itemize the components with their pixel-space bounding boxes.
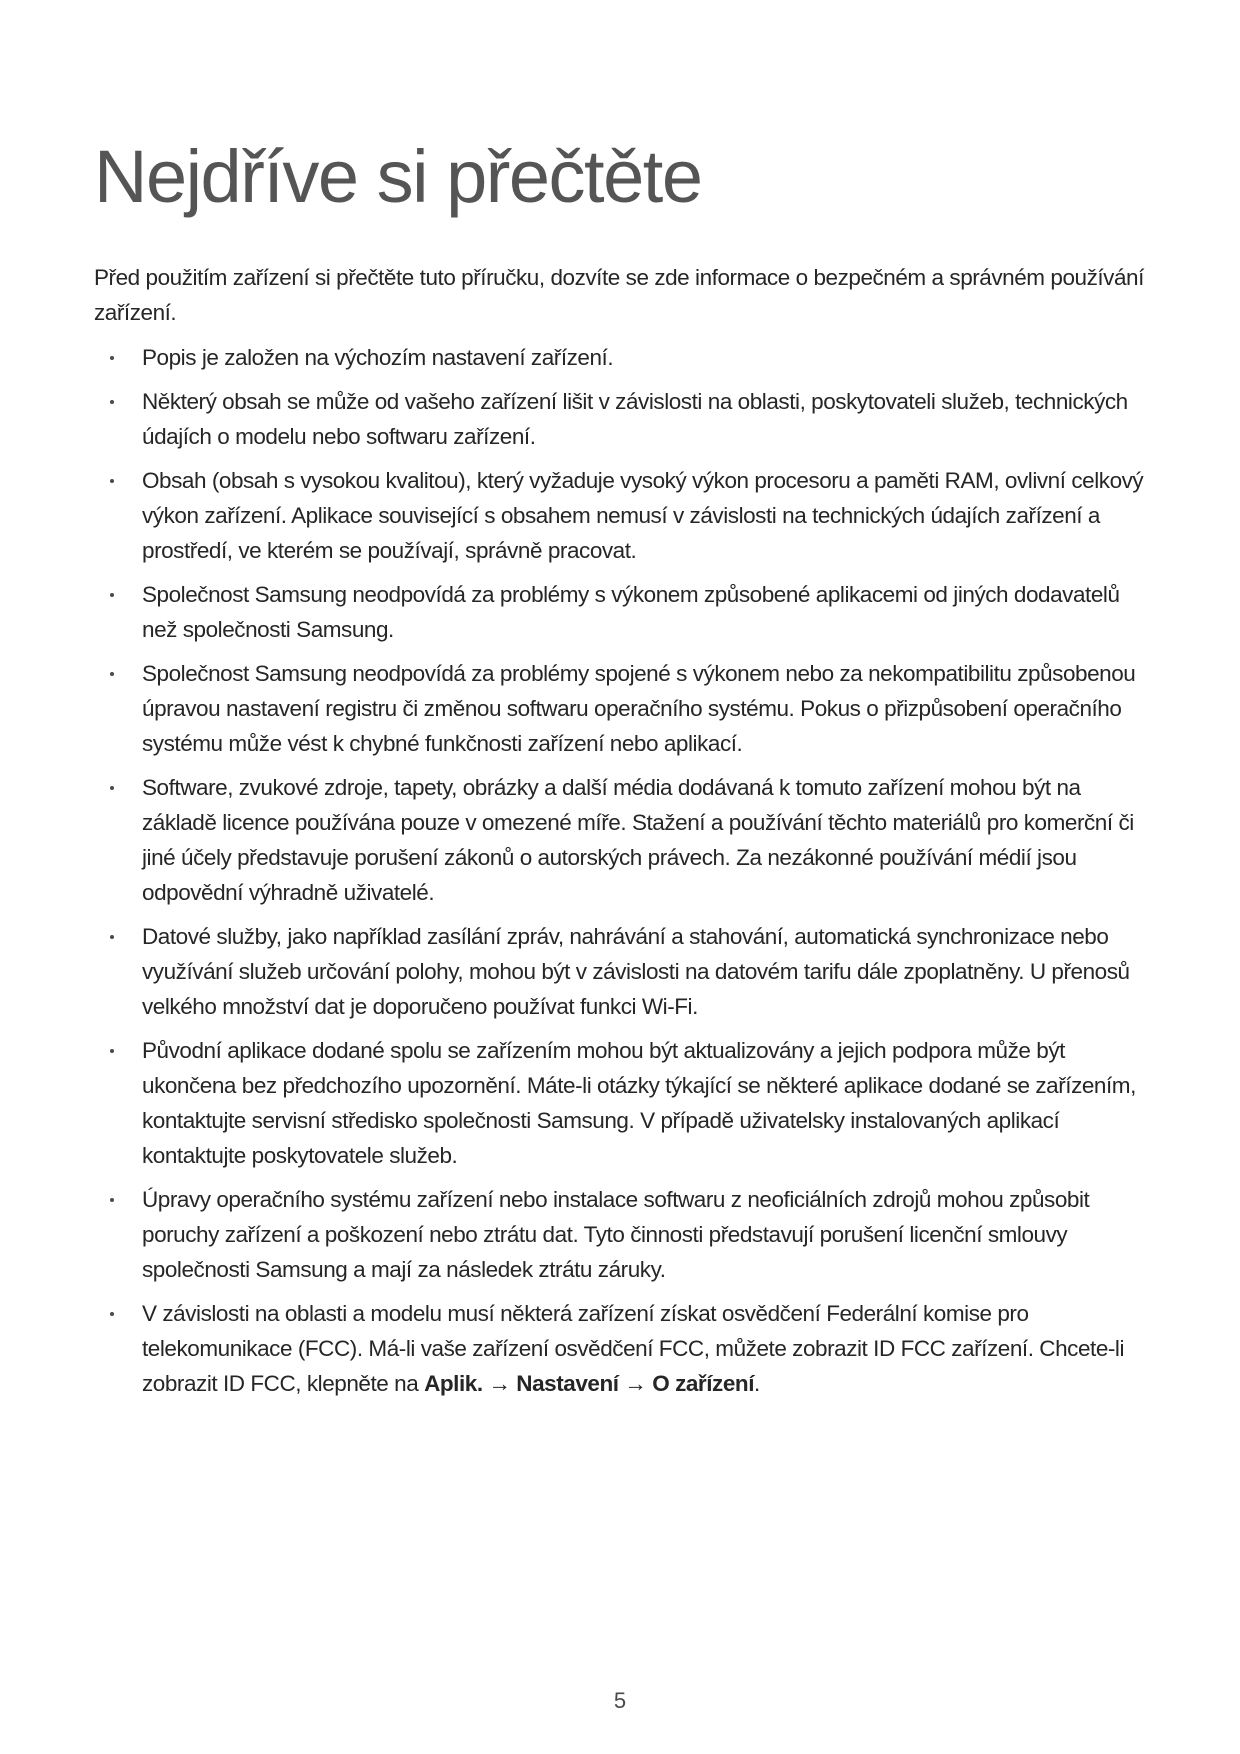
- menu-path-about-device: O zařízení: [652, 1371, 755, 1396]
- bullet-item: [94, 656, 1154, 761]
- bullet-text: Popis je založen na výchozím nastavení zařízení.: [142, 345, 614, 370]
- bullet-item: [94, 1033, 1154, 1173]
- bullet-text: Některý obsah se může od vašeho zařízení lišit v závislosti na oblasti, poskytovateli služeb, technických údajích o modelu nebo softwaru zařízení.: [142, 389, 1128, 449]
- arrow-right-icon: →: [482, 1371, 517, 1396]
- bullet-dot-icon: [110, 400, 114, 404]
- page-title: Nejdříve si přečtěte: [94, 135, 702, 218]
- bullet-item: [94, 577, 1154, 647]
- bullet-dot-icon: [110, 356, 114, 360]
- bullet-item: [94, 1182, 1154, 1287]
- bullet-dot-icon: [110, 1312, 114, 1316]
- bullet-item-fcc: [94, 1296, 1154, 1401]
- bullet-text: [142, 1301, 1124, 1396]
- arrow-right-icon: →: [618, 1371, 653, 1396]
- bullet-text: Společnost Samsung neodpovídá za problémy s výkonem způsobené aplikacemi od jiných dodavatelů než společnosti Samsung.: [142, 582, 1120, 642]
- bullet-item: [94, 384, 1154, 454]
- bullet-text: Obsah (obsah s vysokou kvalitou), který vyžaduje vysoký výkon procesoru a paměti RAM, ovlivní celkový výkon zařízení. Aplikace související s obsahem nemusí v závislosti na technických údajích zařízení a prostředí, ve kterém se používají, správně pracovat.: [142, 468, 1144, 563]
- fcc-text: V závislosti na oblasti a modelu musí některá zařízení získat osvědčení Federální komise pro telekomunikace (FCC). Má-li vaše zařízení osvědčení FCC, můžete zobrazit ID FCC zařízení. Chcete-li zobrazit ID FCC, klepněte na: [142, 1301, 1125, 1396]
- page-number: 5: [613, 1688, 627, 1713]
- bullet-text: Úpravy operačního systému zařízení nebo instalace softwaru z neoficiálních zdrojů mohou způsobit poruchy zařízení a poškození nebo ztrátu dat. Tyto činnosti představují porušení licenční smlouvy společnosti Samsung a mají za následek ztrátu záruky.: [142, 1187, 1090, 1282]
- bullet-dot-icon: [110, 593, 114, 597]
- bullet-item: [94, 463, 1154, 568]
- bullet-text: Společnost Samsung neodpovídá za problémy spojené s výkonem nebo za nekompatibilitu způsobenou úpravou nastavení registru či změnou softwaru operačního systému. Pokus o přizpůsobení operačního systému může vést k chybné funkčnosti zařízení nebo aplikací.: [142, 661, 1136, 756]
- bullet-dot-icon: [110, 786, 114, 790]
- bullet-dot-icon: [110, 935, 114, 939]
- bullet-item: [94, 340, 1154, 375]
- bullet-text: Software, zvukové zdroje, tapety, obrázky a další média dodávaná k tomuto zařízení mohou být na základě licence používána pouze v omezené míře. Stažení a používání těchto materiálů pro komerční či jiné účely představuje porušení zákonů o autorských právech. Za nezákonné používání médií jsou odpovědní výhradně uživatelé.: [142, 775, 1134, 905]
- intro-paragraph: Před použitím zařízení si přečtěte tuto příručku, dozvíte se zde informace o bezpečném a správném používání zařízení.: [94, 265, 1144, 325]
- bullet-text: Datové služby, jako například zasílání zpráv, nahrávání a stahování, automatická synchronizace nebo využívání služeb určování polohy, mohou být v závislosti na datovém tarifu dále zpoplatněny. U přenosů velkého množství dat je doporučeno používat funkci Wi-Fi.: [142, 924, 1130, 1019]
- bullet-dot-icon: [110, 672, 114, 676]
- menu-path-settings: Nastavení: [516, 1371, 619, 1396]
- bullet-text: Původní aplikace dodané spolu se zařízením mohou být aktualizovány a jejich podpora může být ukončena bez předchozího upozornění. Máte-li otázky týkající se některé aplikace dodané se zařízením, kontaktujte servisní středisko společnosti Samsung. V případě uživatelsky instalovaných aplikací kontaktujte poskytovatele služeb.: [142, 1038, 1136, 1168]
- bullet-dot-icon: [110, 1198, 114, 1202]
- menu-path-apps: Aplik.: [424, 1371, 483, 1396]
- bullet-list: [94, 340, 1154, 1410]
- bullet-dot-icon: [110, 479, 114, 483]
- bullet-item: [94, 919, 1154, 1024]
- bullet-item: [94, 770, 1154, 910]
- sentence-end: .: [754, 1371, 760, 1396]
- bullet-dot-icon: [110, 1049, 114, 1053]
